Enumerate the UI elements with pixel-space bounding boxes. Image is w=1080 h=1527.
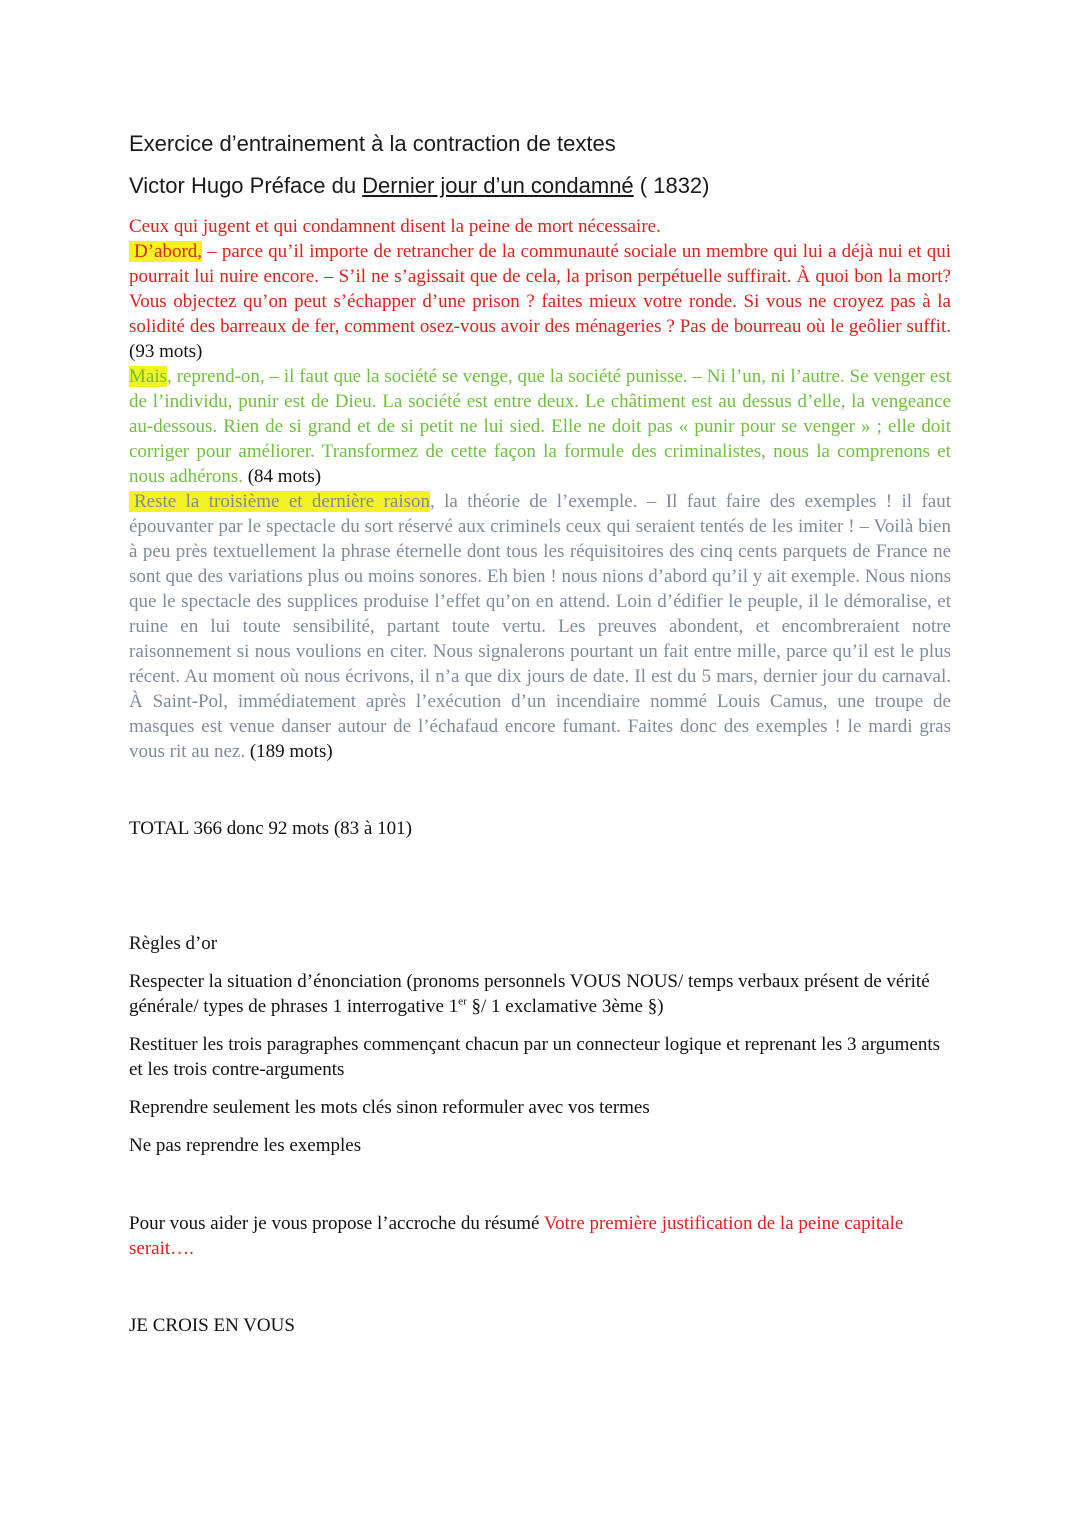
subtitle-suffix: ( 1832) [633, 173, 710, 198]
paragraph-2-connector: Mais [129, 366, 167, 387]
rule-3: Reprendre seulement les mots clés sinon reformuler avec vos termes [129, 1097, 650, 1118]
document-title [129, 130, 951, 158]
source-text [129, 214, 951, 764]
paragraph-1-word-count: (93 mots) [129, 341, 203, 362]
work-title: Dernier jour d’un condamné [362, 173, 634, 198]
subtitle-prefix: Victor Hugo Préface du [129, 173, 363, 198]
title-line-1: Exercice d’entrainement à la contraction de textes [129, 131, 616, 156]
paragraph-3-word-count: (189 mots) [245, 741, 333, 762]
rule-1-text: Respecter la situation d’énonciation (pronoms personnels VOUS NOUS/ temps verbaux présent de vérité générale/ types de phrases 1 interrogative 1 [129, 971, 930, 1017]
rules-heading: Règles d’or [129, 933, 218, 954]
paragraph-1-text: – parce qu’il importe de retrancher de la communauté sociale un membre qui lui a déjà nui et qui pourrait lui nuire encore. – S’il ne s’agissait que de cela, la prison perpétuelle suffirait. À quoi bon la mort? Vous objectez qu’on peut s’échapper d’une prison ? faites mieux votre ronde. Si vous ne croyez pas à la solidité des barreaux de fer, comment osez-vous avoir des ménageries ? Pas de bourreau où le geôlier suffit. [129, 241, 951, 337]
word-total: TOTAL 366 donc 92 mots (83 à 101) [129, 818, 412, 839]
paragraph-1-connector: D’abord, [129, 241, 202, 262]
rule-1 [129, 969, 951, 1019]
paragraph-2-word-count: (84 mots) [242, 466, 322, 487]
paragraph-3-connector: Reste la troisième et dernière raison [129, 491, 430, 512]
document-page [129, 126, 951, 1338]
document-subtitle [129, 172, 951, 200]
paragraph-3 [129, 489, 951, 764]
rule-2: Restituer les trois paragraphes commençant chacun par un connecteur logique et reprenant les 3 arguments et les trois contre-arguments [129, 1034, 941, 1080]
rule-4: Ne pas reprendre les exemples [129, 1135, 362, 1156]
closing-message: JE CROIS EN VOUS [129, 1315, 295, 1336]
help-text [129, 1211, 951, 1261]
paragraph-1 [129, 214, 951, 364]
paragraph-2 [129, 364, 951, 489]
rule-1-superscript: er [458, 995, 467, 1008]
paragraph-3-text: , la théorie de l’exemple. – Il faut faire des exemples ! il faut épouvanter par le spectacle du sort réservé aux criminels ceux qui seraient tentés de les imiter ! – Voilà bien à peu près textuellement la phrase éternelle dont tous les réquisitoires des cinq cents parquets de France ne sont que des variations plus ou moins sonores. Eh bien ! nous nions d’abord qu’il y ait exemple. Nous nions que le spectacle des supplices produise l’effet qu’on en attend. Loin d’édifier le peuple, il le démoralise, et ruine en lui toute sensibilité, partant toute vertu. Les preuves abondent, et encombreraient notre raisonnement si nous voulions en citer. Nous signalerons pourtant un fait entre mille, parce qu’il est le plus récent. Au moment où nous écrivons, il n’a que dix jours de date. Il est du 5 mars, dernier jour du carnaval. À Saint-Pol, immédiatement après l’exécution d’un incendiaire nommé Louis Camus, une troupe de masques est venue danser autour de l’échafaud encore fumant. Faites donc des exemples ! le mardi gras vous rit au nez. [129, 491, 951, 762]
summary-hook: Votre première justification de la peine capitale serait…. [129, 1213, 904, 1259]
rule-1-text-end: §/ 1 exclamative 3ème §) [466, 996, 664, 1017]
paragraph-1-intro: Ceux qui jugent et qui condamnent disent la peine de mort nécessaire. [129, 216, 661, 237]
help-intro: Pour vous aider je vous propose l’accroche du résumé [129, 1213, 544, 1234]
paragraph-2-text: , reprend-on, – il faut que la société se venge, que la société punisse. – Ni l’un, ni l’autre. Se venger est de l’individu, punir est de Dieu. La société est entre deux. Le châtiment est au dessus d’elle, la vengeance au-dessous. Rien de si grand et de si petit ne lui sied. Elle ne doit pas « punir pour se venger » ; elle doit corriger pour améliorer. Transformez de cette façon la formule des criminalistes, nous la comprenons et nous adhérons. [129, 366, 951, 487]
